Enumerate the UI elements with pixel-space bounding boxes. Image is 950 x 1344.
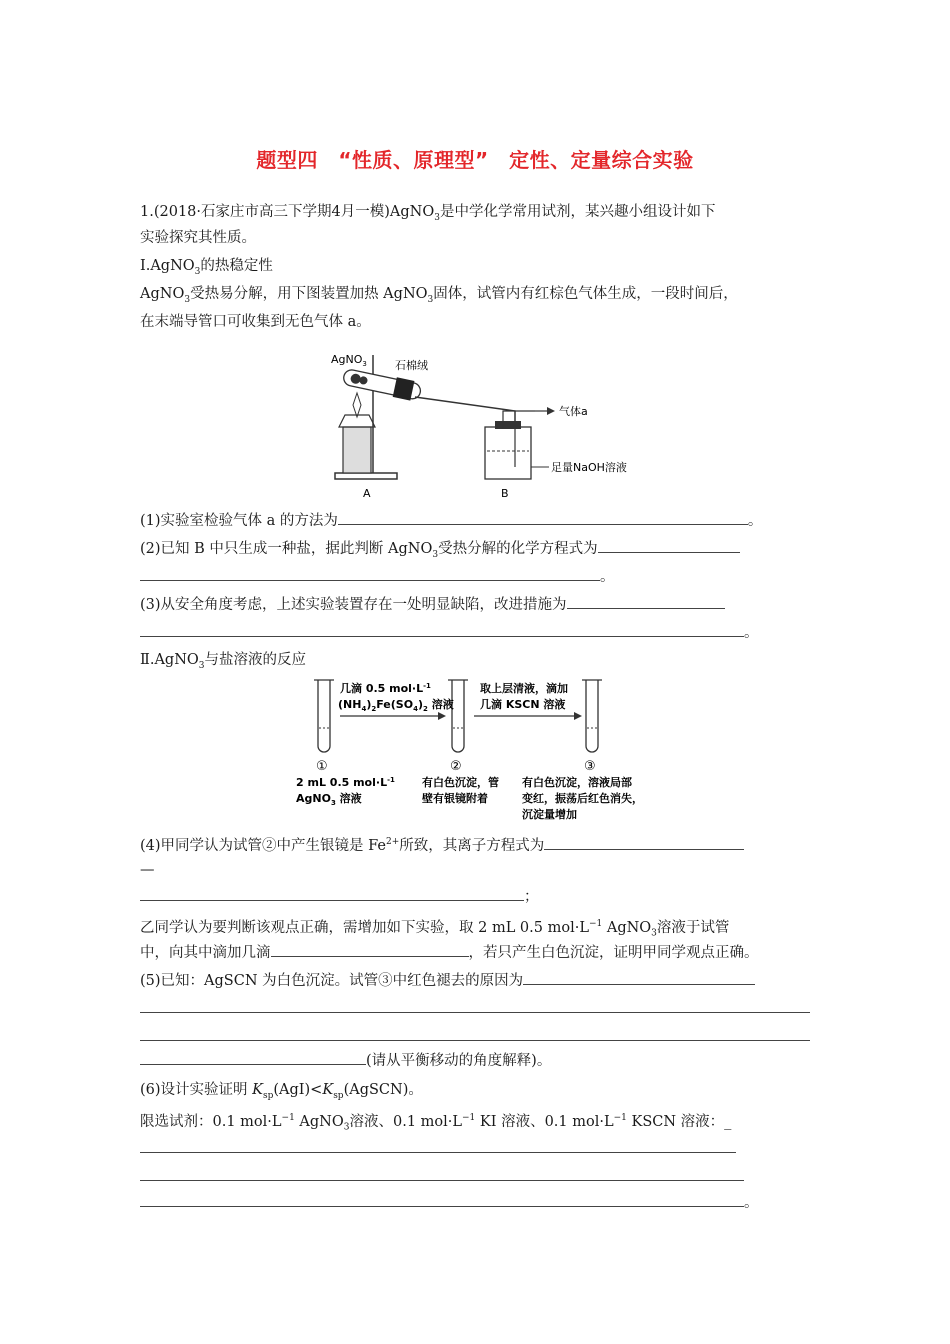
question-5 xyxy=(140,970,755,991)
punct: 。 xyxy=(744,1195,759,1211)
question-4-b-line1 xyxy=(140,914,729,944)
tube-2-number: ② xyxy=(450,759,462,774)
intro-text: 是中学化学常用试剂，某兴趣小组设计如下 xyxy=(439,204,716,220)
tube-1-desc-1: 2 mL 0.5 $mol\cdot L^{-1}$ xyxy=(296,776,395,789)
subscript: sp xyxy=(333,1090,344,1101)
subscript: 3 xyxy=(343,1122,350,1133)
label-gas-a: 气体a xyxy=(559,405,588,418)
question-6-reagents xyxy=(140,1108,731,1138)
tube-3-number: ③ xyxy=(584,759,596,774)
para-line-2: 在末端导管口可收集到无色气体 a。 xyxy=(140,314,371,330)
question-4-cont xyxy=(140,886,539,907)
para-text: AgNO xyxy=(140,286,185,302)
question-text: 溶液、0.1 mol·L xyxy=(349,1113,463,1130)
apparatus-figure xyxy=(325,345,655,505)
question-text: 所致，其离子方程式为 xyxy=(399,837,545,854)
tube-3-desc-2: 变红，振荡后红色消失， xyxy=(522,792,643,805)
answer-blank[interactable] xyxy=(140,1192,744,1207)
question-text: ，若只产生白色沉淀，证明甲同学观点正确。 xyxy=(468,945,759,961)
superscript: 2+ xyxy=(386,837,400,847)
question-text: (2)已知 B 中只生成一种盐，据此判断 AgNO xyxy=(140,541,433,557)
bottle-stopper xyxy=(495,421,521,429)
tube-1-desc-2: AgNO$_3$ 溶液 xyxy=(296,792,362,807)
question-text: (AgI)< xyxy=(273,1082,323,1098)
superscript: −1 xyxy=(462,1113,476,1123)
label-b: B xyxy=(501,487,509,500)
arrow-2-label-2: 几滴 KSCN 溶液 xyxy=(480,698,566,711)
burner-body xyxy=(343,427,371,473)
tube-1-number: ① xyxy=(316,759,328,774)
test-tube-2 xyxy=(452,680,464,752)
ksp-symbol: K xyxy=(252,1082,263,1098)
para-text: 受热易分解，用下图装置加热 AgNO xyxy=(190,286,428,302)
answer-blank[interactable] xyxy=(338,510,748,525)
arrow-1-label-2: $(NH_4)_2Fe(SO_4)_2$ 溶液 xyxy=(338,698,454,713)
question-2-cont xyxy=(140,566,615,587)
question-text: 限选试剂：0.1 mol·L xyxy=(140,1113,282,1130)
section-text: 的热稳定性 xyxy=(200,258,273,274)
superscript: −1 xyxy=(588,919,603,929)
section-text: Ⅰ.AgNO xyxy=(140,258,195,274)
section-text: 与盐溶液的反应 xyxy=(204,652,307,668)
question-text: (4)甲同学认为试管②中产生银镜是 Fe xyxy=(140,837,386,854)
answer-line[interactable] xyxy=(140,1040,810,1041)
section-1-heading xyxy=(140,256,273,282)
question-text: AgNO xyxy=(602,919,652,936)
label-a: A xyxy=(363,487,371,500)
label-agno3: AgNO$_3$ xyxy=(331,353,367,368)
label-naoh: 足量NaOH溶液 xyxy=(551,461,627,474)
superscript: −1 xyxy=(613,1113,627,1123)
intro-line-1 xyxy=(140,202,715,228)
para-line-1 xyxy=(140,284,738,310)
page-title: 题型四 “性质、原理型” 定性、定量综合实验 xyxy=(256,148,694,172)
subscript: 3 xyxy=(651,928,657,939)
question-3-cont xyxy=(140,622,759,643)
punct: 。 xyxy=(600,569,615,585)
question-2 xyxy=(140,538,740,565)
answer-blank[interactable] xyxy=(523,970,755,985)
section-text: Ⅱ.AgNO xyxy=(140,652,199,668)
answer-blank[interactable] xyxy=(140,1050,366,1065)
subscript: 3 xyxy=(432,549,439,560)
question-text: 溶液于试管 xyxy=(656,919,730,936)
superscript: −1 xyxy=(281,1113,295,1123)
answer-blank[interactable] xyxy=(140,886,524,901)
punct: 。 xyxy=(744,625,759,641)
question-text: 乙同学认为要判断该观点正确，需增加如下实验，取 2 mL 0.5 mol·L xyxy=(140,919,589,936)
question-text: (AgSCN)。 xyxy=(343,1082,423,1098)
gas-arrow-head xyxy=(547,407,555,415)
question-text: KSCN 溶液：_ xyxy=(626,1113,732,1130)
question-text: KI 溶液、0.1 mol·L xyxy=(475,1113,614,1130)
subscript: 3 xyxy=(434,212,440,223)
question-text: AgNO xyxy=(294,1113,344,1130)
subscript: 3 xyxy=(194,266,201,277)
reaction-figure xyxy=(290,676,670,826)
subscript: 3 xyxy=(427,294,434,305)
intro-line-2: 实验探究其性质。 xyxy=(140,230,256,246)
question-6 xyxy=(140,1080,423,1106)
answer-blank[interactable] xyxy=(567,594,725,609)
question-text: (1)实验室检验气体 a 的方法为 xyxy=(140,513,338,529)
subscript: sp xyxy=(263,1090,274,1101)
flame xyxy=(353,393,361,417)
answer-line[interactable] xyxy=(140,1180,744,1181)
tube-2-desc-1: 有白色沉淀，管 xyxy=(422,776,499,789)
question-1 xyxy=(140,510,762,531)
label-asbestos: 石棉绒 xyxy=(395,359,428,372)
question-4-dash: — xyxy=(140,862,155,878)
section-2-heading xyxy=(140,650,306,676)
tube-3-desc-3: 沉淀量增加 xyxy=(522,808,577,821)
arrow-2-label-1: 取上层清液，滴加 xyxy=(480,682,568,695)
wash-bottle xyxy=(485,427,531,479)
question-text: (6)设计实验证明 xyxy=(140,1082,253,1098)
arrow-1-head xyxy=(438,712,446,720)
stand-base xyxy=(335,473,397,479)
question-text: (请从平衡移动的角度解释)。 xyxy=(366,1053,552,1069)
question-text: 中，向其中滴加几滴 xyxy=(140,945,271,961)
question-3 xyxy=(140,594,725,615)
question-4-b-line2 xyxy=(140,942,759,963)
answer-line[interactable] xyxy=(140,1152,736,1153)
answer-line[interactable] xyxy=(140,1012,810,1013)
tube-2-desc-2: 壁有银镜附着 xyxy=(422,792,488,805)
question-text: 受热分解的化学方程式为 xyxy=(438,541,598,557)
intro-text: 1.(2018·石家庄市高三下学期4月一模)AgNO xyxy=(140,204,435,220)
test-tube-1 xyxy=(318,680,330,752)
answer-blank[interactable] xyxy=(140,566,600,581)
punct: 。 xyxy=(747,513,763,529)
tube-3-desc-1: 有白色沉淀，溶液局部 xyxy=(522,776,632,789)
arrow-2-head xyxy=(574,712,582,720)
answer-blank[interactable] xyxy=(544,835,744,850)
test-tube-3 xyxy=(586,680,598,752)
arrow-1-label-1: 几滴 0.5 $mol\cdot L^{-1}$ xyxy=(340,682,431,695)
question-5-tail xyxy=(140,1050,551,1071)
question-4 xyxy=(140,832,744,856)
question-text: (5)已知：AgSCN 为白色沉淀。试管③中红色褪去的原因为 xyxy=(140,973,524,989)
question-6-last xyxy=(140,1192,759,1213)
para-text: 固体，试管内有红棕色气体生成，一段时间后， xyxy=(433,286,738,302)
punct: ； xyxy=(524,889,539,905)
subscript: 3 xyxy=(184,294,191,305)
answer-blank[interactable] xyxy=(140,622,744,637)
subscript: 3 xyxy=(198,660,205,671)
ksp-symbol: K xyxy=(322,1082,334,1098)
answer-blank[interactable] xyxy=(271,942,469,957)
answer-blank[interactable] xyxy=(598,538,740,553)
question-text: (3)从安全角度考虑，上述实验装置存在一处明显缺陷，改进措施为 xyxy=(140,597,567,613)
